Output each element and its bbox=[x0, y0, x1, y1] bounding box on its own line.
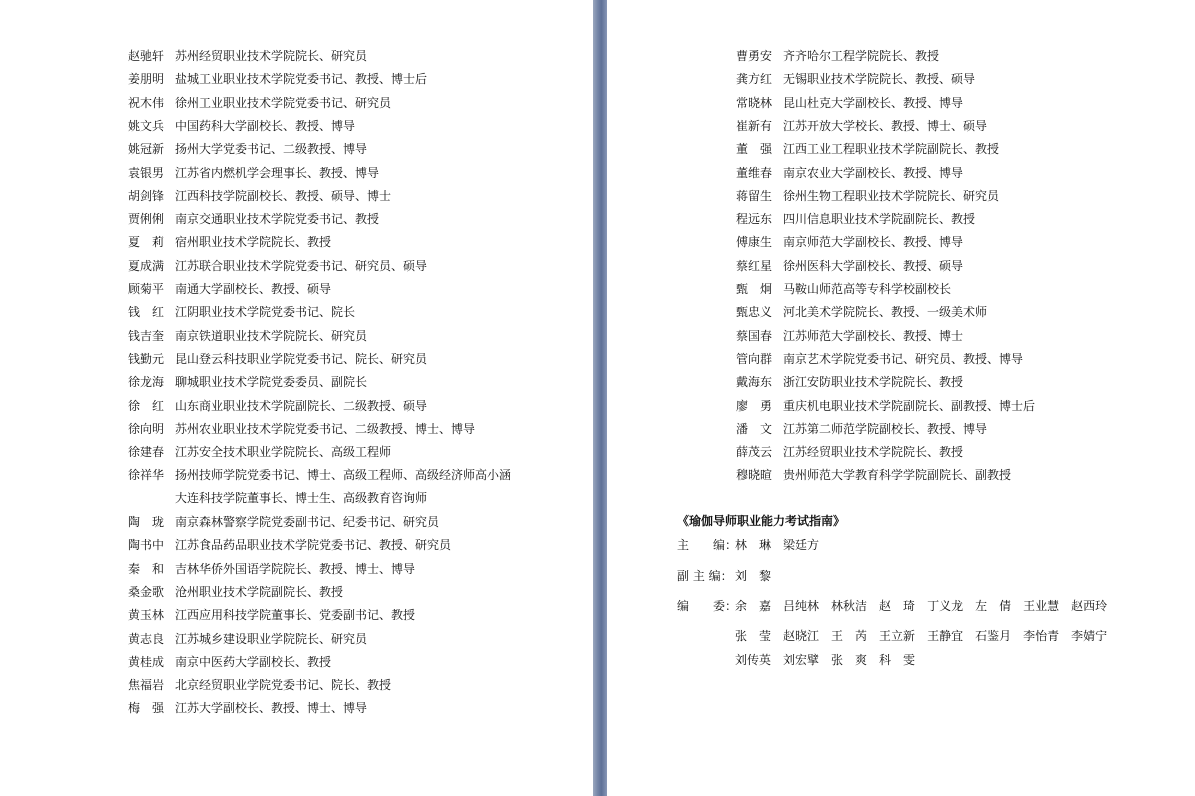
book-title: 《瑜伽导师职业能力考试指南》 bbox=[677, 514, 846, 528]
entry-name: 钱 红 bbox=[128, 305, 165, 320]
editor-name: 王立新 bbox=[879, 629, 916, 643]
entry-name: 蒋留生 bbox=[736, 188, 773, 203]
entry-name: 梅 强 bbox=[128, 701, 165, 716]
editor-name: 张 爽 bbox=[831, 653, 868, 667]
editorial-board-row-names bbox=[735, 628, 1119, 644]
editor-name: 左 倩 bbox=[975, 599, 1012, 613]
entry-name: 常晓林 bbox=[736, 95, 773, 110]
entry-title: 北京经贸职业学院党委书记、院长、教授 bbox=[175, 678, 392, 693]
entry-name: 蔡红星 bbox=[736, 258, 773, 273]
entry-title: 徐州医科大学副校长、教授、硕导 bbox=[783, 258, 964, 273]
entry-name: 胡剑锋 bbox=[128, 188, 165, 203]
entry-title: 浙江安防职业技术学院院长、教授 bbox=[783, 375, 964, 390]
entry-name: 姜朋明 bbox=[128, 72, 165, 87]
entry-name: 黄玉林 bbox=[128, 608, 165, 623]
entry-title: 沧州职业技术学院副院长、教授 bbox=[175, 584, 344, 599]
entry-name: 廖 勇 bbox=[736, 398, 773, 413]
entry-name: 甄 炯 bbox=[736, 282, 773, 296]
entry-name: 穆晓暄 bbox=[736, 468, 773, 483]
entry-title: 江苏城乡建设职业学院院长、研究员 bbox=[175, 631, 368, 646]
left-page bbox=[0, 0, 593, 796]
editor-name: 王业慧 bbox=[1023, 599, 1060, 613]
entry-title: 山东商业职业技术学院副院长、二级教授、硕导 bbox=[175, 398, 428, 413]
entry-title: 江苏经贸职业技术学院院长、教授 bbox=[783, 445, 964, 460]
entry-title: 扬州大学党委书记、二级教授、博导 bbox=[175, 142, 368, 157]
entry-name: 徐 红 bbox=[128, 398, 165, 413]
editor-name: 刘 黎 bbox=[735, 569, 772, 583]
entry-title: 贵州师范大学教育科学学院副院长、副教授 bbox=[783, 468, 1012, 483]
chief-editor-names bbox=[735, 537, 831, 553]
entry-name: 潘 文 bbox=[736, 421, 773, 436]
entry-title: 宿州职业技术学院院长、教授 bbox=[175, 235, 332, 250]
entry-title: 徐州工业职业技术学院党委书记、研究员 bbox=[175, 95, 392, 110]
entry-name: 薛茂云 bbox=[736, 445, 773, 460]
editor-name: 科 雯 bbox=[879, 653, 916, 667]
entry-title: 南京交通职业技术学院党委书记、教授 bbox=[175, 212, 380, 227]
entry-name: 夏 莉 bbox=[128, 235, 165, 250]
editor-name: 王静宜 bbox=[927, 629, 964, 643]
editor-name: 赵晓江 bbox=[783, 629, 820, 643]
entry-name: 焦福岩 bbox=[128, 678, 165, 693]
entry-title: 江苏安全技术职业学院院长、高级工程师 bbox=[175, 445, 392, 460]
editor-name: 李怡青 bbox=[1023, 629, 1060, 643]
entry-title: 江苏联合职业技术学院党委书记、研究员、硕导 bbox=[175, 258, 428, 273]
entry-title: 苏州农业职业技术学院党委书记、二级教授、博士、博导 bbox=[175, 421, 476, 436]
entry-name: 黄志良 bbox=[128, 631, 165, 646]
entry-title: 扬州技师学院党委书记、博士、高级工程师、高级经济师高小涵 bbox=[175, 468, 512, 483]
editor-name: 余 嘉 bbox=[735, 599, 772, 613]
entry-title: 昆山杜克大学副校长、教授、博导 bbox=[783, 95, 964, 110]
entry-title: 吉林华侨外国语学院院长、教授、博士、博导 bbox=[175, 561, 416, 576]
entry-name: 曹勇安 bbox=[736, 49, 773, 63]
entry-name: 戴海东 bbox=[736, 375, 773, 390]
entry-name: 龚方红 bbox=[736, 72, 773, 87]
entry-name: 崔新有 bbox=[736, 118, 773, 133]
entry-title: 徐州生物工程职业技术学院院长、研究员 bbox=[783, 188, 1000, 203]
entry-name: 姚冠新 bbox=[128, 142, 165, 157]
entry-name: 姚文兵 bbox=[128, 118, 165, 133]
entry-title: 江苏师范大学副校长、教授、博士 bbox=[783, 328, 964, 343]
entry-name: 黄桂成 bbox=[128, 654, 165, 669]
entry-title: 江苏大学副校长、教授、博士、博导 bbox=[175, 701, 368, 716]
entry-title: 河北美术学院院长、教授、一级美术师 bbox=[783, 305, 988, 320]
entry-name: 徐向明 bbox=[128, 421, 165, 436]
entry-title: 南京铁道职业技术学院院长、研究员 bbox=[175, 328, 368, 343]
entry-name: 秦 和 bbox=[128, 561, 165, 576]
entry-title: 四川信息职业技术学院副院长、教授 bbox=[783, 212, 976, 227]
entry-title: 江苏第二师范学院副校长、教授、博导 bbox=[783, 421, 988, 436]
entry-name: 袁银男 bbox=[128, 165, 165, 180]
editor-name: 吕纯林 bbox=[783, 599, 820, 613]
entry-name: 陶 珑 bbox=[128, 515, 165, 529]
editor-name: 刘传英 bbox=[735, 653, 772, 667]
entry-title: 无锡职业技术学院院长、教授、硕导 bbox=[783, 72, 976, 87]
editor-name: 张 莹 bbox=[735, 629, 772, 643]
editorial-board-label: 编 委： bbox=[677, 599, 738, 613]
entry-name: 夏成满 bbox=[128, 258, 165, 273]
entry-name: 赵驰轩 bbox=[128, 49, 165, 63]
editor-name: 王 芮 bbox=[831, 629, 868, 643]
editor-name: 林 琳 bbox=[735, 538, 772, 552]
entry-title: 江西科技学院副校长、教授、硕导、博士 bbox=[175, 188, 392, 203]
entry-title: 齐齐哈尔工程学院院长、教授 bbox=[783, 49, 940, 63]
entry-title-continued: 大连科技学院董事长、博士生、高级教育咨询师 bbox=[175, 491, 428, 506]
entry-title: 昆山登云科技职业学院党委书记、院长、研究员 bbox=[175, 351, 428, 366]
editor-name: 刘宏擘 bbox=[783, 653, 820, 667]
entry-title: 聊城职业技术学院党委委员、副院长 bbox=[175, 375, 368, 390]
entry-title: 江苏省内燃机学会理事长、教授、博导 bbox=[175, 165, 380, 180]
editorial-board-row-names bbox=[735, 598, 1119, 614]
entry-name: 董 强 bbox=[736, 142, 773, 157]
editorial-board-row-names bbox=[735, 652, 927, 668]
entry-title: 南京中医药大学副校长、教授 bbox=[175, 654, 332, 669]
entry-name: 陶书中 bbox=[128, 538, 165, 553]
page-gutter bbox=[593, 0, 607, 796]
chief-editor-label: 主 编： bbox=[677, 538, 738, 552]
editor-name: 梁廷方 bbox=[783, 538, 820, 552]
editor-name: 赵西玲 bbox=[1071, 599, 1108, 613]
editor-name: 石鉴月 bbox=[975, 629, 1012, 643]
entry-name: 程远东 bbox=[736, 212, 773, 227]
entry-title: 江苏食品药品职业技术学院党委书记、教授、研究员 bbox=[175, 538, 452, 553]
editor-name: 赵 琦 bbox=[879, 599, 916, 613]
entry-name: 贾俐俐 bbox=[128, 212, 165, 227]
entry-title: 江苏开放大学校长、教授、博士、硕导 bbox=[783, 118, 988, 133]
entry-title: 南京森林警察学院党委副书记、纪委书记、研究员 bbox=[175, 515, 440, 529]
entry-name: 祝木伟 bbox=[128, 95, 165, 110]
entry-title: 南京师范大学副校长、教授、博导 bbox=[783, 235, 964, 250]
entry-title: 重庆机电职业技术学院副院长、副教授、博士后 bbox=[783, 398, 1036, 413]
entry-name: 傅康生 bbox=[736, 235, 773, 250]
entry-title: 中国药科大学副校长、教授、博导 bbox=[175, 118, 356, 133]
entry-name: 徐建春 bbox=[128, 445, 165, 460]
editor-name: 李婧宁 bbox=[1071, 629, 1108, 643]
right-page bbox=[607, 0, 1195, 796]
entry-name: 甄忠义 bbox=[736, 305, 773, 320]
deputy-editor-names bbox=[735, 568, 783, 584]
entry-name: 顾菊平 bbox=[128, 282, 165, 296]
entry-title: 江西应用科技学院董事长、党委副书记、教授 bbox=[175, 608, 416, 623]
entry-name: 管向群 bbox=[736, 351, 773, 366]
entry-name: 钱吉奎 bbox=[128, 328, 165, 343]
entry-title: 南京艺术学院党委书记、研究员、教授、博导 bbox=[783, 351, 1024, 366]
entry-title: 江阴职业技术学院党委书记、院长 bbox=[175, 305, 356, 320]
deputy-editor-label: 副 主 编： bbox=[677, 569, 733, 583]
entry-title: 江西工业工程职业技术学院副院长、教授 bbox=[783, 142, 1000, 157]
editor-name: 林秋洁 bbox=[831, 599, 868, 613]
entry-title: 苏州经贸职业技术学院院长、研究员 bbox=[175, 49, 368, 63]
entry-name: 钱勤元 bbox=[128, 351, 165, 366]
entry-name: 徐龙海 bbox=[128, 375, 165, 390]
entry-name: 桑金歌 bbox=[128, 584, 165, 599]
entry-title: 南京农业大学副校长、教授、博导 bbox=[783, 165, 964, 180]
entry-name: 董维春 bbox=[736, 165, 773, 180]
entry-name: 徐祥华 bbox=[128, 468, 165, 483]
entry-title: 盐城工业职业技术学院党委书记、教授、博士后 bbox=[175, 72, 428, 87]
entry-name: 蔡国春 bbox=[736, 328, 773, 343]
editor-name: 丁义龙 bbox=[927, 599, 964, 613]
entry-title: 马鞍山师范高等专科学校副校长 bbox=[783, 282, 952, 296]
entry-title: 南通大学副校长、教授、硕导 bbox=[175, 282, 332, 296]
